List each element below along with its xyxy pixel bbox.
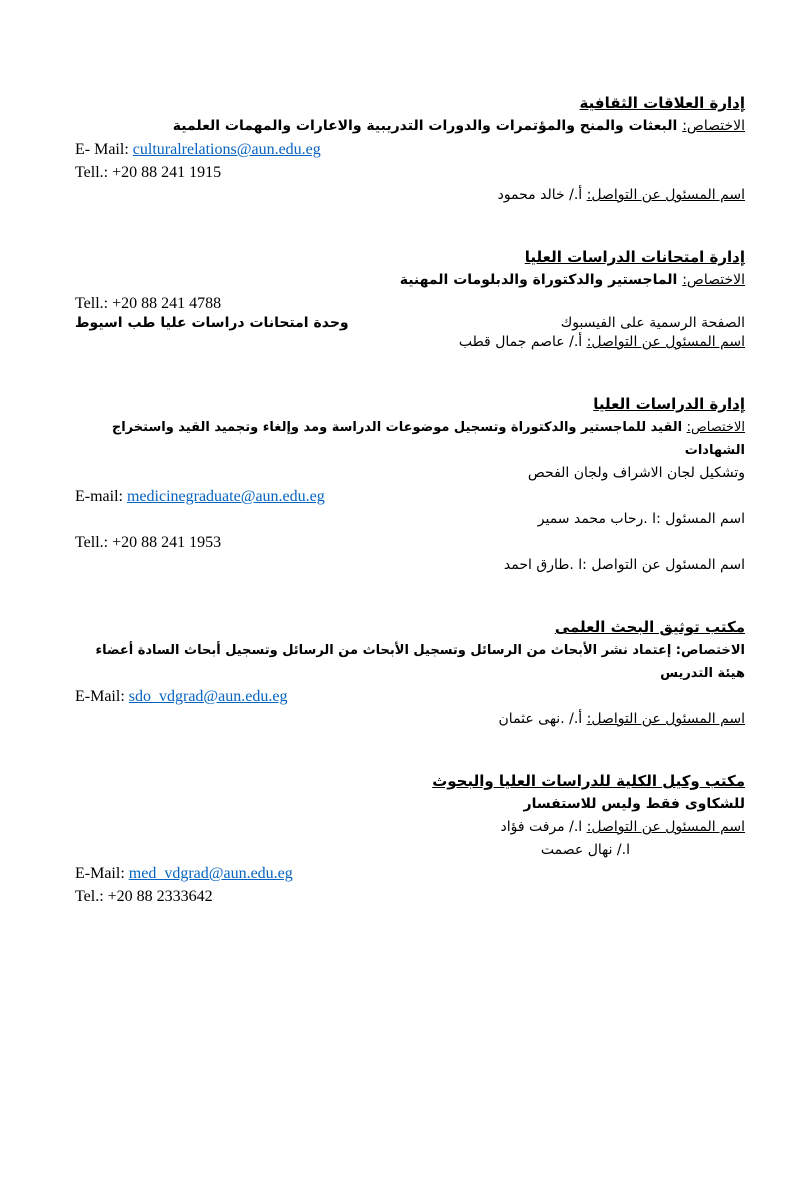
section-heading xyxy=(75,246,745,269)
contact-name: أ./ خالد محمود xyxy=(497,187,587,203)
specialization-label: الاختصاص: xyxy=(682,272,745,288)
section-heading-text: إدارة العلاقات الثقافية xyxy=(579,94,745,112)
contact-line: اسم المسئول :ا .رحاب محمد سمير xyxy=(537,511,745,527)
contact-line-2: اسم المسئول عن التواصل :ا .طارق احمد xyxy=(503,557,745,573)
section-graduate-exams xyxy=(75,246,745,354)
email-label: E-mail: xyxy=(75,488,127,505)
email-link[interactable]: culturalrelations@aun.edu.eg xyxy=(132,141,321,158)
email-label: E-Mail: xyxy=(75,865,129,882)
contact-label: اسم المسئول عن التواصل: xyxy=(586,819,745,835)
complaints-note: للشكاوى فقط وليس للاستفسار xyxy=(523,796,745,812)
contact-label: اسم المسئول عن التواصل: xyxy=(586,187,745,203)
email-line xyxy=(75,685,745,708)
specialization-text: الماجستير والدكتوراة والدبلومات المهنية xyxy=(399,272,683,288)
contact-label: اسم المسئول عن التواصل: xyxy=(586,711,745,727)
section-heading xyxy=(75,770,745,793)
specialization-label: الاختصاص: xyxy=(682,118,745,134)
section-heading-text: إدارة امتحانات الدراسات العليا xyxy=(524,248,745,266)
section-heading xyxy=(75,92,745,115)
tel-line: Tell.: +20 88 241 4788 xyxy=(75,295,222,312)
tel-line: Tel.: +20 88 2333642 xyxy=(75,888,213,905)
specialization-line: الاختصاص: إعتماد نشر الأبحاث من الرسائل وتسجيل الأبحاث من الرسائل وتسجيل أبحاث السادة أعضاء هيئة التدريس xyxy=(95,643,745,681)
section-heading-text: إدارة الدراسات العليا xyxy=(593,395,745,413)
contact-line xyxy=(75,816,745,839)
section-cultural-relations xyxy=(75,92,745,207)
specialization-line xyxy=(75,115,745,138)
contact-line xyxy=(75,708,745,731)
tel-line: Tell.: +20 88 241 1953 xyxy=(75,534,222,551)
section-heading xyxy=(75,616,745,639)
section-heading xyxy=(75,393,745,416)
specialization-line xyxy=(75,416,745,462)
specialization-text: البعثات والمنح والمؤتمرات والدورات التدريبية والاعارات والمهمات العلمية xyxy=(172,118,683,134)
specialization-label: الاختصاص: xyxy=(686,420,745,435)
contact-name: أ./ عاصم جمال قطب xyxy=(458,334,587,350)
section-heading-text: مكتب توثيق البحث العلمى xyxy=(554,618,745,636)
contact-line xyxy=(75,331,745,354)
email-line xyxy=(75,485,745,508)
email-line xyxy=(75,862,745,885)
contact-name: أ./ .نهى عثمان xyxy=(498,711,587,727)
email-label: E-Mail: xyxy=(75,688,129,705)
section-vice-dean-office xyxy=(75,770,745,908)
contact-name: ا./ مرفت فؤاد xyxy=(500,819,587,835)
tel-line: Tell.: +20 88 241 1915 xyxy=(75,164,222,181)
section-research-documentation xyxy=(75,616,745,731)
email-link[interactable]: medicinegraduate@aun.edu.eg xyxy=(126,488,325,505)
contact-line xyxy=(75,184,745,207)
facebook-unit-row xyxy=(75,315,745,331)
facebook-page-label: الصفحة الرسمية على الفيسبوك xyxy=(560,315,745,331)
email-line xyxy=(75,138,745,161)
exam-unit-name: وحدة امتحانات دراسات عليا طب اسيوط xyxy=(75,315,349,331)
specialization-text: القيد للماجستير والدكتوراة وتسجيل موضوعات الدراسة ومد وإلغاء وتجميد القيد واستخراج الشهادات xyxy=(111,420,745,458)
contact-name-2: ا./ نهال عصمت xyxy=(540,842,630,858)
specialization-line2: وتشكيل لجان الاشراف ولجان الفحص xyxy=(527,465,745,481)
email-link[interactable]: sdo_vdgrad@aun.edu.eg xyxy=(128,688,288,705)
email-label: E- Mail: xyxy=(75,141,133,158)
section-graduate-studies xyxy=(75,393,745,577)
specialization-line xyxy=(75,269,745,292)
section-heading-text: مكتب وكيل الكلية للدراسات العليا والبحوث xyxy=(432,772,745,790)
contact-label: اسم المسئول عن التواصل: xyxy=(586,334,745,350)
email-link[interactable]: med_vdgrad@aun.edu.eg xyxy=(128,865,293,882)
